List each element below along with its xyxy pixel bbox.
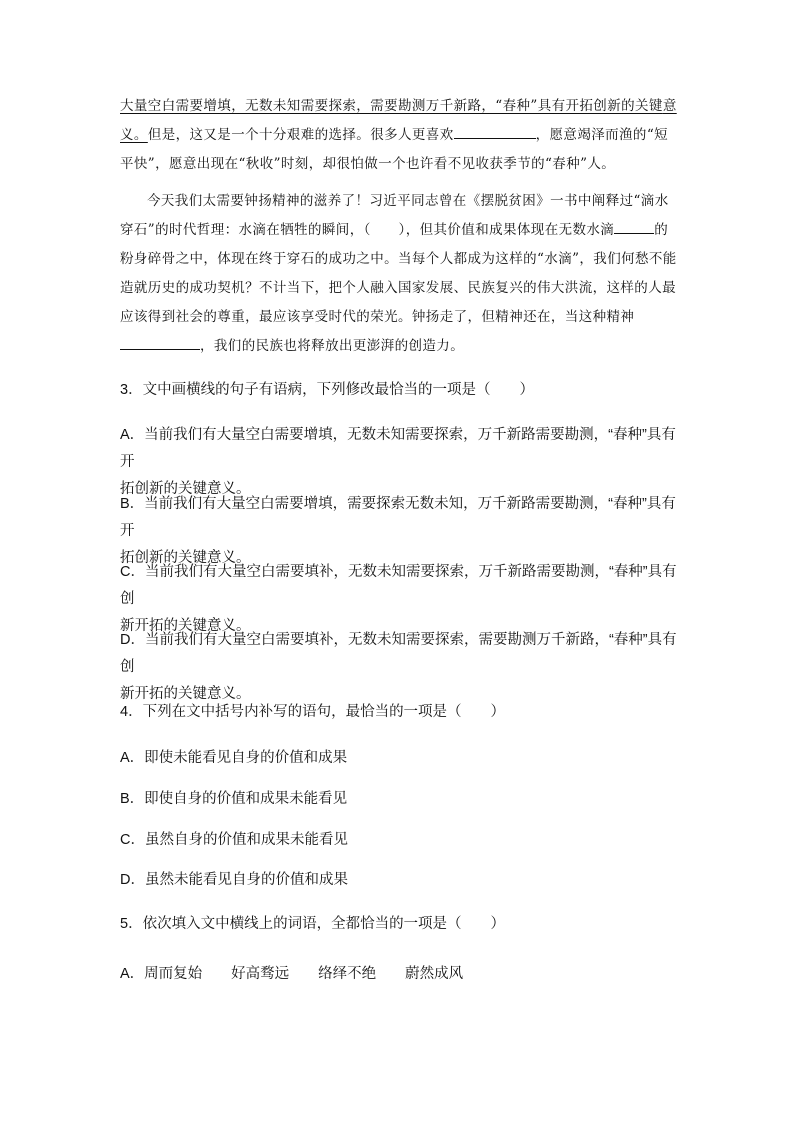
option-line: D．当前我们有大量空白需要填补，无数未知需要探索，需要勘测万千新路，“春种”具有创 — [120, 632, 677, 675]
passage-paragraph-2 — [120, 187, 680, 361]
fill-blank-2[interactable] — [614, 219, 654, 234]
question-5-stem: 5．依次填入文中横线上的词语，全都恰当的一项是（ ） — [120, 916, 506, 932]
passage-text: ，我们的民族也将释放出更澎湃的创造力。 — [200, 338, 465, 354]
option-line: 新开拓的关键意义。 — [120, 686, 251, 702]
question-4-option-a[interactable]: A．即使未能看见自身的价值和成果 — [120, 750, 348, 766]
question-3-stem: 3．文中画横线的句子有语病，下列修改最恰当的一项是（ ） — [120, 382, 535, 398]
question-3-option-d[interactable] — [120, 627, 680, 708]
passage-text: ，愿意竭泽而渔的“短平快”，愿意出现在“秋收”时刻，却很怕做一个也许看不见收获季节的“春种”人。 — [120, 127, 669, 172]
option-line: 拓创新的关键意义。 — [120, 481, 251, 497]
option-line: 拓创新的关键意义。 — [120, 550, 251, 566]
passage-text: 的粉身碎骨之中，体现在终于穿石的成功之中。当每个人都成为这样的“水滴”，我们何愁不能造就历史的成功契机？不计当下，把个人融入国家发展、民族复兴的伟大洪流，这样的人最应该得到社会的尊重，最应该享受时代的荣光。钟扬走了，但精神还在，当这种精神 — [120, 222, 677, 325]
underlined-sentence: 大量空白需要增填，无数未知需要探索，需要勘测万千新路，“春种”具有开拓创新的关键 — [120, 98, 663, 114]
question-4-option-c[interactable]: C．虽然自身的价值和成果未能看见 — [120, 832, 348, 848]
question-5-option-a[interactable]: A．周而复始 好高骛远 络绎不绝 蔚然成风 — [120, 966, 464, 982]
underlined-sentence-end: 意义。 — [120, 98, 677, 143]
passage-text: 今天我们太需要钟扬精神的滋养了！习近平同志曾在《摆脱贫困》一书中阐释过“滴水穿石”的时代哲理：水滴在牺牲的瞬间，（ ），但其价值和成果体现在无数水滴 — [120, 193, 669, 238]
question-4-option-b[interactable]: B．即使自身的价值和成果未能看见 — [120, 791, 348, 807]
fill-blank-3[interactable] — [120, 335, 200, 350]
passage-paragraph-1 — [120, 92, 680, 179]
option-line: B．当前我们有大量空白需要增填，需要探索无数未知，万千新路需要勘测，“春种”具有开 — [120, 496, 676, 539]
option-line: C．当前我们有大量空白需要填补，无数未知需要探索，万千新路需要勘测，“春种”具有创 — [120, 564, 677, 607]
fill-blank-1[interactable] — [454, 124, 536, 139]
question-4-stem: 4．下列在文中括号内补写的语句，最恰当的一项是（ ） — [120, 704, 506, 720]
option-line: 新开拓的关键意义。 — [120, 618, 251, 634]
question-4-option-d[interactable]: D．虽然未能看见自身的价值和成果 — [120, 872, 348, 888]
passage-text: 但是，这又是一个十分艰难的选择。很多人更喜欢 — [147, 127, 454, 143]
option-line: A．当前我们有大量空白需要增填，无数未知需要探索，万千新路需要勘测，“春种”具有开 — [120, 427, 676, 470]
